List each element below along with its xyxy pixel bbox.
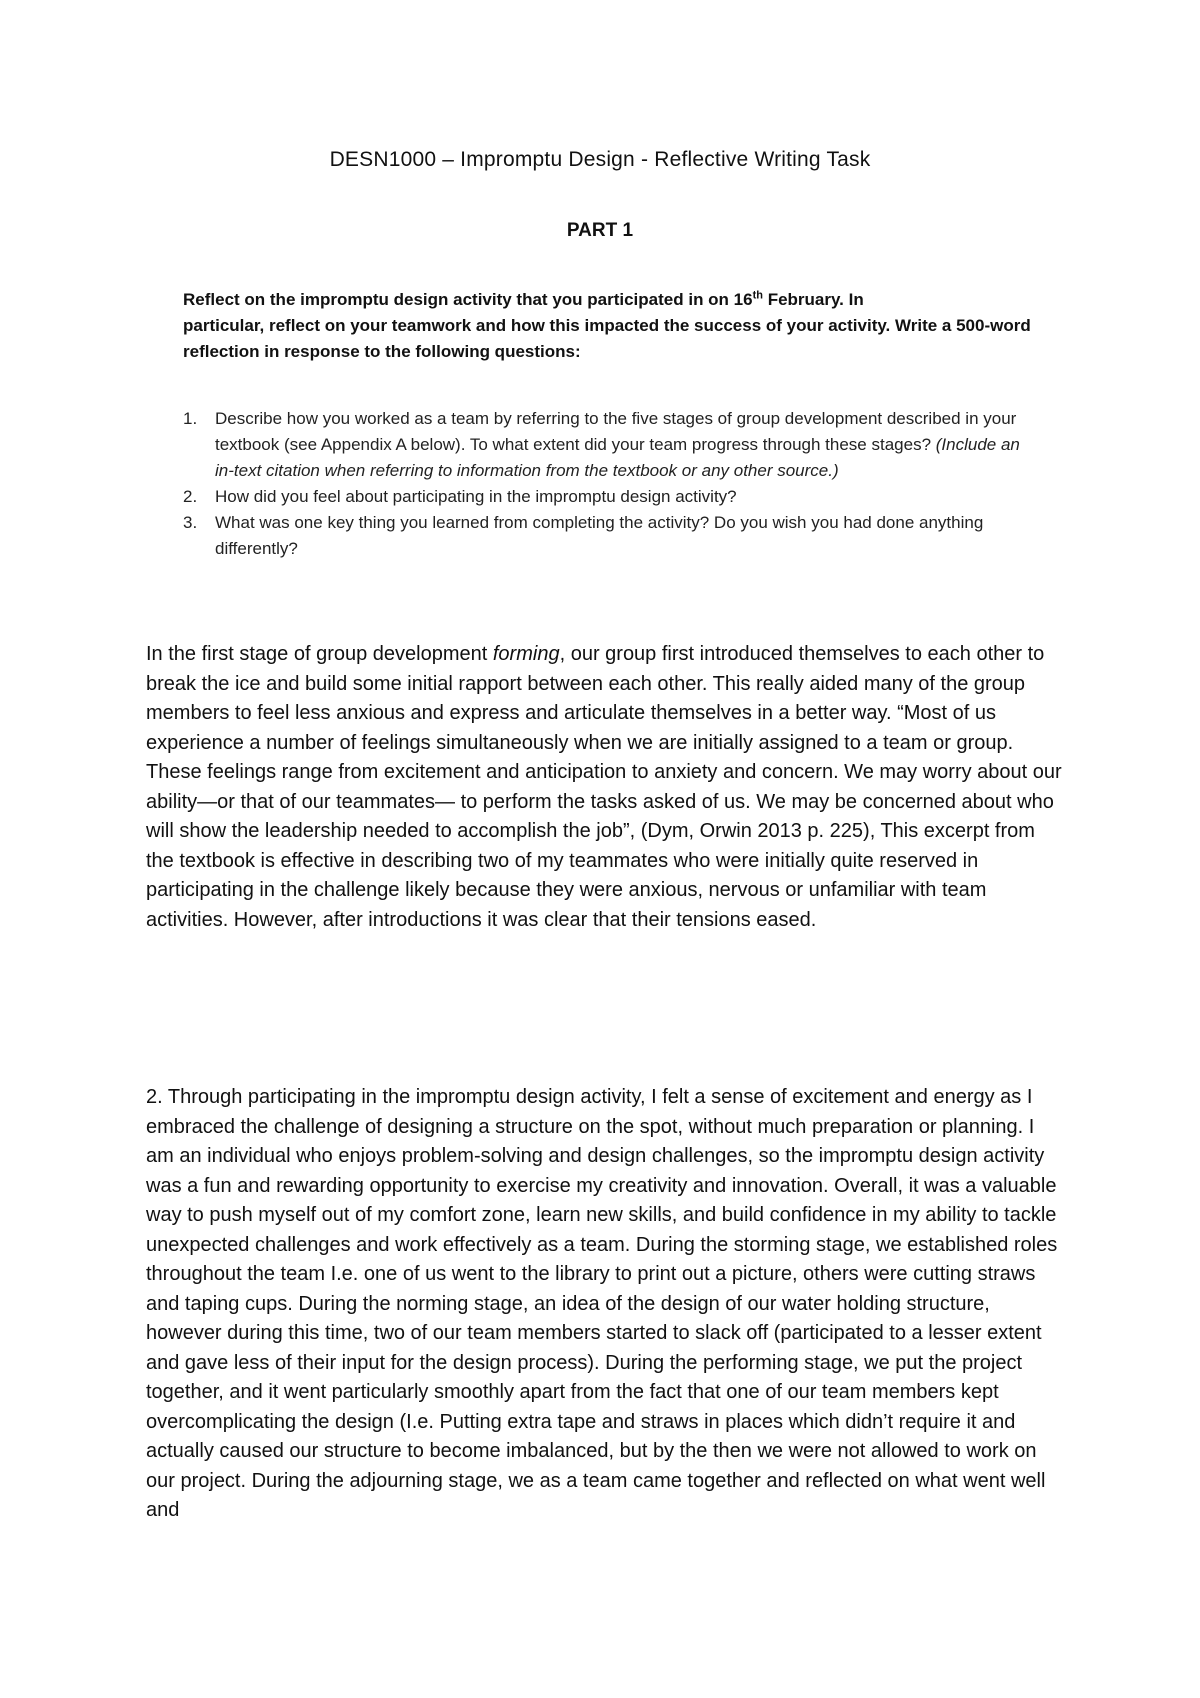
question-item [183,510,1043,562]
prompt-line1-start: Reflect on the impromptu design activity that you participated in on 16 [183,290,753,309]
question-note: (Include an in-text citation when referring to information from the textbook or any other source.) [215,435,1020,480]
question-list [183,406,1043,562]
question-item [183,406,1043,484]
part-heading: PART 1 [566,220,634,241]
prompt-ordinal-suffix: th [752,289,763,302]
prompt-line1-end: February. In [762,290,864,309]
prompt-rest: particular, reflect on your teamwork and how this impacted the success of your activity. Write a 500-word reflection in response to the following questions: [183,316,1031,361]
question-number: 1. [183,409,198,428]
question-number: 3. [183,513,198,532]
paragraph1-rest: , our group first introduced themselves to each other to break the ice and build some initial rapport between each other. This really aided many of the group members to feel less anxious and express and articulate themselves in a better way. “Most of us experience a number of feelings simultaneously when we are initially assigned to a team or group. These feelings range from excitement and anticipation to anxiety and concern. We may worry about our ability—or that of our teammates— to perform the tasks asked of us. We may be concerned about who will show the leadership needed to accomplish the job”, (Dym, Orwin 2013 p. 225), This excerpt from the textbook is effective in describing two of my teammates who were initially quite reserved in participating in the challenge likely because they were anxious, nervous or unfamiliar with team activities. However, after introductions it was clear that their tensions eased. [146,643,1062,931]
reflection-paragraph-1 [146,640,1066,935]
question-item [183,484,1043,510]
document-title: DESN1000 – Impromptu Design - Reflective Writing Task [329,148,871,171]
question-number: 2. [183,487,198,506]
reflection-paragraph-2: 2. Through participating in the impromptu design activity, I felt a sense of excitement and energy as I embraced the challenge of designing a structure on the spot, without much preparation or planning. I am an individual who enjoys problem-solving and design challenges, so the impromptu design activity was a fun and rewarding opportunity to exercise my creativity and innovation. Overall, it was a valuable way to push myself out of my comfort zone, learn new skills, and build confidence in my ability to tackle unexpected challenges and work effectively as a team. During the storming stage, we established roles throughout the team I.e. one of us went to the library to print out a picture, others were cutting straws and taping cups. During the norming stage, an idea of the design of our water holding structure, however during this time, two of our team members started to slack off (participated to a lesser extent and gave less of their input for the design process). During the performing stage, we put the project together, and it went particularly smoothly apart from the fact that one of our team members kept overcomplicating the design (I.e. Putting extra tape and straws in places which didn’t require it and actually caused our structure to become imbalanced, but by the then we were not allowed to work on our project. During the adjourning stage, we as a team came together and reflected on what went well and [146,1086,1058,1521]
question-text: Describe how you worked as a team by referring to the five stages of group development described in your textbook (see Appendix A below). To what extent did your team progress through these stages? [215,409,1017,454]
task-prompt [183,287,1083,365]
paragraph1-start: In the first stage of group development [146,643,493,665]
question-text: How did you feel about participating in the impromptu design activity? [215,487,737,506]
question-text: What was one key thing you learned from completing the activity? Do you wish you had done anything differently? [215,513,984,558]
paragraph1-italic-term: forming [492,643,560,665]
